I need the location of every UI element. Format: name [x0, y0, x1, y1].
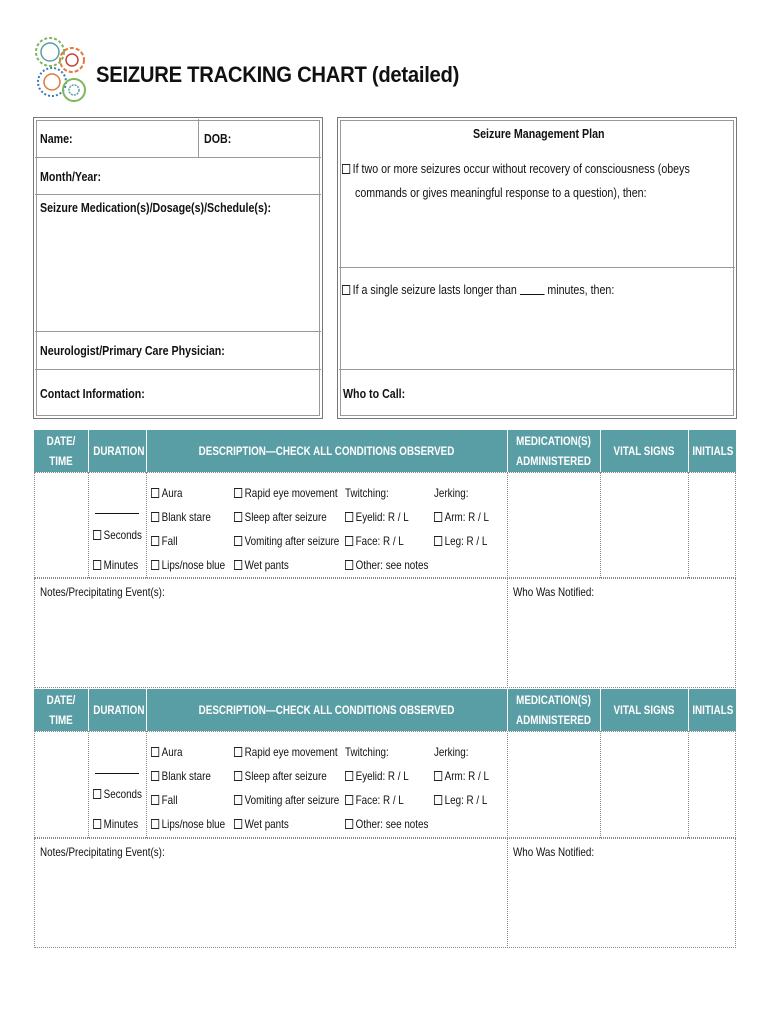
- header-duration: DURATION: [93, 703, 145, 717]
- seconds-option[interactable]: Seconds: [93, 787, 142, 801]
- logo-icon: [32, 32, 92, 112]
- header-medication-2: ADMINISTERED: [516, 454, 591, 468]
- jerk-leg-option[interactable]: Leg: R / L: [434, 793, 487, 807]
- header-initials: INITIALS: [692, 703, 734, 717]
- vomiting-option[interactable]: Vomiting after seizure: [234, 534, 339, 548]
- patient-info-box: [33, 117, 323, 419]
- twitch-eyelid-option[interactable]: Eyelid: R / L: [345, 510, 409, 524]
- plan-item-2: [342, 282, 614, 297]
- twitch-eyelid-option[interactable]: Eyelid: R / L: [345, 769, 409, 783]
- plan-item-1-line2: commands or gives meaningful response to a question), then:: [355, 185, 647, 200]
- sleep-after-option[interactable]: Sleep after seizure: [234, 510, 327, 524]
- minutes-blank[interactable]: [520, 284, 545, 295]
- seconds-option[interactable]: Seconds: [93, 528, 142, 542]
- header-description: DESCRIPTION—CHECK ALL CONDITIONS OBSERVED: [198, 444, 455, 458]
- minutes-option[interactable]: Minutes: [93, 817, 138, 831]
- header-vital-signs: VITAL SIGNS: [613, 703, 675, 717]
- wet-pants-option[interactable]: Wet pants: [234, 558, 289, 572]
- plan-item-1: [342, 161, 690, 176]
- header-date-time-2: TIME: [49, 454, 73, 468]
- header-medication-1: MEDICATION(S): [516, 434, 591, 448]
- header-medication-1: MEDICATION(S): [516, 693, 591, 707]
- sleep-after-option[interactable]: Sleep after seizure: [234, 769, 327, 783]
- notes-label-1: Notes/Precipitating Event(s):: [40, 585, 165, 599]
- notes-label-2: Notes/Precipitating Event(s):: [40, 845, 165, 859]
- twitching-label: Twitching:: [345, 745, 389, 759]
- minutes-option[interactable]: Minutes: [93, 558, 138, 572]
- rapid-eye-option[interactable]: Rapid eye movement: [234, 745, 338, 759]
- contact-info-label: Contact Information:: [40, 386, 145, 401]
- twitching-label: Twitching:: [345, 486, 389, 500]
- plan-item-1-checkbox[interactable]: [342, 164, 350, 174]
- notified-label-1: Who Was Notified:: [513, 585, 595, 599]
- header-date-time-1: DATE/: [46, 434, 76, 448]
- who-to-call-label: Who to Call:: [343, 386, 406, 401]
- fall-option[interactable]: Fall: [151, 793, 178, 807]
- lips-blue-option[interactable]: Lips/nose blue: [151, 558, 225, 572]
- page-title: SEIZURE TRACKING CHART (detailed): [96, 62, 460, 87]
- twitch-face-option[interactable]: Face: R / L: [345, 793, 404, 807]
- jerk-arm-option[interactable]: Arm: R / L: [434, 769, 489, 783]
- plan-item-2-pre: If a single seizure lasts longer than: [352, 282, 517, 297]
- jerking-label: Jerking:: [434, 745, 469, 759]
- aura-option[interactable]: Aura: [151, 745, 182, 759]
- header-description: DESCRIPTION—CHECK ALL CONDITIONS OBSERVED: [198, 703, 455, 717]
- twitch-other-option[interactable]: Other: see notes: [345, 558, 428, 572]
- header-duration: DURATION: [93, 444, 145, 458]
- rapid-eye-option[interactable]: Rapid eye movement: [234, 486, 338, 500]
- dob-field-label: DOB:: [204, 131, 232, 146]
- header-initials: INITIALS: [692, 444, 734, 458]
- wet-pants-option[interactable]: Wet pants: [234, 817, 289, 831]
- vomiting-option[interactable]: Vomiting after seizure: [234, 793, 339, 807]
- fall-option[interactable]: Fall: [151, 534, 178, 548]
- jerking-label: Jerking:: [434, 486, 469, 500]
- header-vital-signs: VITAL SIGNS: [613, 444, 675, 458]
- management-plan-heading: Seizure Management Plan: [473, 126, 605, 141]
- notified-label-2: Who Was Notified:: [513, 845, 595, 859]
- name-field-label: Name:: [40, 131, 73, 146]
- header-date-time-2: TIME: [49, 713, 73, 727]
- plan-item-2-post: minutes, then:: [547, 282, 615, 297]
- neurologist-label: Neurologist/Primary Care Physician:: [40, 343, 225, 358]
- aura-option[interactable]: Aura: [151, 486, 182, 500]
- twitch-face-option[interactable]: Face: R / L: [345, 534, 404, 548]
- month-year-label: Month/Year:: [40, 169, 102, 184]
- blank-stare-option[interactable]: Blank stare: [151, 510, 211, 524]
- header-date-time-1: DATE/: [46, 693, 76, 707]
- twitch-other-option[interactable]: Other: see notes: [345, 817, 428, 831]
- jerk-leg-option[interactable]: Leg: R / L: [434, 534, 487, 548]
- jerk-arm-option[interactable]: Arm: R / L: [434, 510, 489, 524]
- header-medication-2: ADMINISTERED: [516, 713, 591, 727]
- plan-item-2-checkbox[interactable]: [342, 285, 350, 295]
- medication-label: Seizure Medication(s)/Dosage(s)/Schedule(s):: [40, 200, 272, 215]
- plan-item-1-line1: If two or more seizures occur without recovery of consciousness (obeys: [352, 161, 690, 176]
- blank-stare-option[interactable]: Blank stare: [151, 769, 211, 783]
- lips-blue-option[interactable]: Lips/nose blue: [151, 817, 225, 831]
